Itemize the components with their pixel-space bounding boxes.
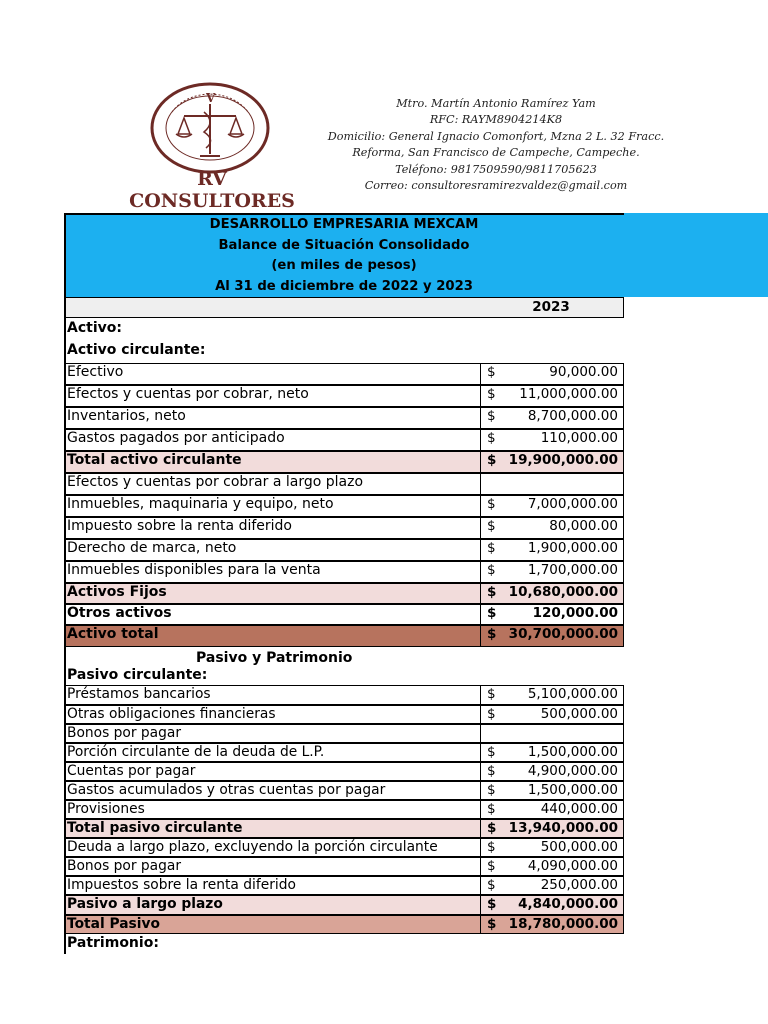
section-label: Pasivo circulante: [67,667,208,683]
row-label: Pasivo a largo plazo [67,896,223,912]
currency-symbol: $ [487,916,497,932]
row-provisiones [66,800,624,819]
row-cuentas-pagar [66,762,624,781]
row-amount: 500,000.00 [540,706,618,722]
row-amount: 1,900,000.00 [527,540,618,556]
row-label: Activos Fijos [67,584,167,600]
row-activo-total [66,625,624,647]
units-note: (en miles de pesos) [271,258,417,273]
row-amount: 18,780,000.00 [508,916,618,932]
row-derecho-marca [66,539,624,561]
contact-rfc: RFC: RAYM8904214K8 [429,113,563,127]
row-amount: 4,840,000.00 [518,896,618,912]
row-otros-activos [66,604,624,625]
section-pasivo-circulante [66,667,624,685]
row-label: Efectos y cuentas por cobrar a largo plazo [67,474,364,490]
row-label: Otras obligaciones financieras [67,706,276,722]
section-label: Activo circulante: [67,342,206,358]
currency-symbol: $ [487,364,496,380]
year-column-header: 2023 [532,299,570,315]
row-inmuebles-venta [66,561,624,583]
row-bonos-pagar [66,724,624,743]
row-amount: 110,000.00 [540,430,618,446]
row-label: Total pasivo circulante [67,820,243,836]
section-label: Activo: [67,320,122,336]
section-label: Patrimonio: [67,935,159,951]
row-efectos-cobrar [66,385,624,407]
row-label: Impuestos sobre la renta diferido [67,877,296,893]
row-total-pasivo-circulante [66,819,624,838]
statement-title: Balance de Situación Consolidado [218,237,470,253]
row-amount: 4,090,000.00 [527,858,618,874]
currency-symbol: $ [487,584,497,600]
rv-consultores-logo [150,82,270,174]
currency-symbol: $ [487,782,496,798]
currency-symbol: $ [487,858,496,874]
company-name: DESARROLLO EMPRESARIA MEXCAM [209,217,479,232]
row-label: Gastos acumulados y otras cuentas por pagar [67,782,386,798]
row-label: Bonos por pagar [67,725,182,741]
currency-symbol: $ [487,896,497,912]
row-amount: 250,000.00 [540,877,618,893]
row-total-pasivo [66,915,624,934]
row-label: Inmuebles, maquinaria y equipo, neto [67,496,334,512]
row-label: Inventarios, neto [67,408,186,424]
row-label: Bonos por pagar [67,858,182,874]
currency-symbol: $ [487,744,496,760]
row-amount: 19,900,000.00 [508,452,618,468]
row-gastos-acumulados [66,781,624,800]
row-amount: 4,900,000.00 [527,763,618,779]
row-label: Deuda a largo plazo, excluyendo la porción circulante [67,839,438,855]
currency-symbol: $ [487,706,496,722]
row-label: Impuesto sobre la renta diferido [67,518,292,534]
row-efectivo [66,363,624,385]
section-activo-circulante [66,342,624,363]
contact-info [326,96,666,194]
currency-symbol: $ [487,386,496,402]
currency-symbol: $ [487,820,497,836]
contact-name: Mtro. Martín Antonio Ramírez Yam [396,97,596,110]
row-deuda-largo-plazo [66,838,624,857]
row-label: Provisiones [67,801,145,817]
row-isr-diferido [66,517,624,539]
currency-symbol: $ [487,518,496,534]
row-label: Préstamos bancarios [67,686,211,702]
row-amount: 11,000,000.00 [519,386,618,402]
currency-symbol: $ [487,626,497,642]
row-amount: 1,700,000.00 [527,562,618,578]
row-inmuebles-maquinaria [66,495,624,517]
row-label: Derecho de marca, neto [67,540,237,556]
currency-symbol: $ [487,496,496,512]
contact-address-1: Domicilio: General Ignacio Comonfort, Mzna 2 L. 32 Fracc. [327,129,665,143]
currency-symbol: $ [487,839,496,855]
row-activos-fijos [66,583,624,604]
section-patrimonio [66,935,624,954]
row-label: Efectivo [67,364,124,380]
row-label: Efectos y cuentas por cobrar, neto [67,386,309,402]
row-amount: 1,500,000.00 [527,744,618,760]
row-label: Total activo circulante [67,452,242,468]
currency-symbol: $ [487,877,496,893]
row-amount: 440,000.00 [540,801,618,817]
currency-symbol: $ [487,408,496,424]
row-bonos-pagar-lp [66,857,624,876]
row-inventarios [66,407,624,429]
row-amount: 90,000.00 [549,364,618,380]
currency-symbol: $ [487,763,496,779]
currency-symbol: $ [487,605,497,621]
currency-symbol: $ [487,430,496,446]
row-amount: 10,680,000.00 [508,584,618,600]
row-gastos-anticipado [66,429,624,451]
brand-name: RV CONSULTORES [129,168,295,212]
section-pasivo-patrimonio: Pasivo y Patrimonio [196,650,353,666]
row-amount: 8,700,000.00 [527,408,618,424]
row-label: Total Pasivo [67,916,160,932]
row-label: Gastos pagados por anticipado [67,430,285,446]
row-amount: 1,500,000.00 [527,782,618,798]
statement-date: Al 31 de diciembre de 2022 y 2023 [215,278,473,294]
svg-text:V: V [206,91,216,105]
section-activo [66,320,624,342]
contact-address-2: Reforma, San Francisco de Campeche, Campeche. [352,146,640,160]
currency-symbol: $ [487,540,496,556]
currency-symbol: $ [487,562,496,578]
row-label: Otros activos [67,605,172,621]
contact-phone: Teléfono: 9817509590/9811705623 [395,162,597,176]
row-amount: 13,940,000.00 [508,820,618,836]
row-amount: 5,100,000.00 [527,686,618,702]
row-prestamos [66,685,624,705]
row-amount: 7,000,000.00 [527,496,618,512]
row-otras-obligaciones [66,705,624,724]
currency-symbol: $ [487,801,496,817]
row-label: Inmuebles disponibles para la venta [67,562,321,578]
contact-email: Correo: consultoresramirezvaldez@gmail.com [364,179,628,193]
report-title [64,215,624,297]
row-impuestos-diferido [66,876,624,895]
currency-symbol: $ [487,686,496,702]
row-amount: 30,700,000.00 [508,626,618,642]
row-label: Activo total [67,626,159,642]
row-amount: 500,000.00 [540,839,618,855]
row-pasivo-largo-plazo [66,895,624,915]
row-amount: 80,000.00 [549,518,618,534]
row-amount: 120,000.00 [532,605,618,621]
row-label: Porción circulante de la deuda de L.P. [67,744,325,760]
row-porcion-circulante [66,743,624,762]
row-total-activo-circulante [66,451,624,473]
currency-symbol: $ [487,452,497,468]
row-efectos-largo-plazo [66,473,624,495]
row-label: Cuentas por pagar [67,763,196,779]
